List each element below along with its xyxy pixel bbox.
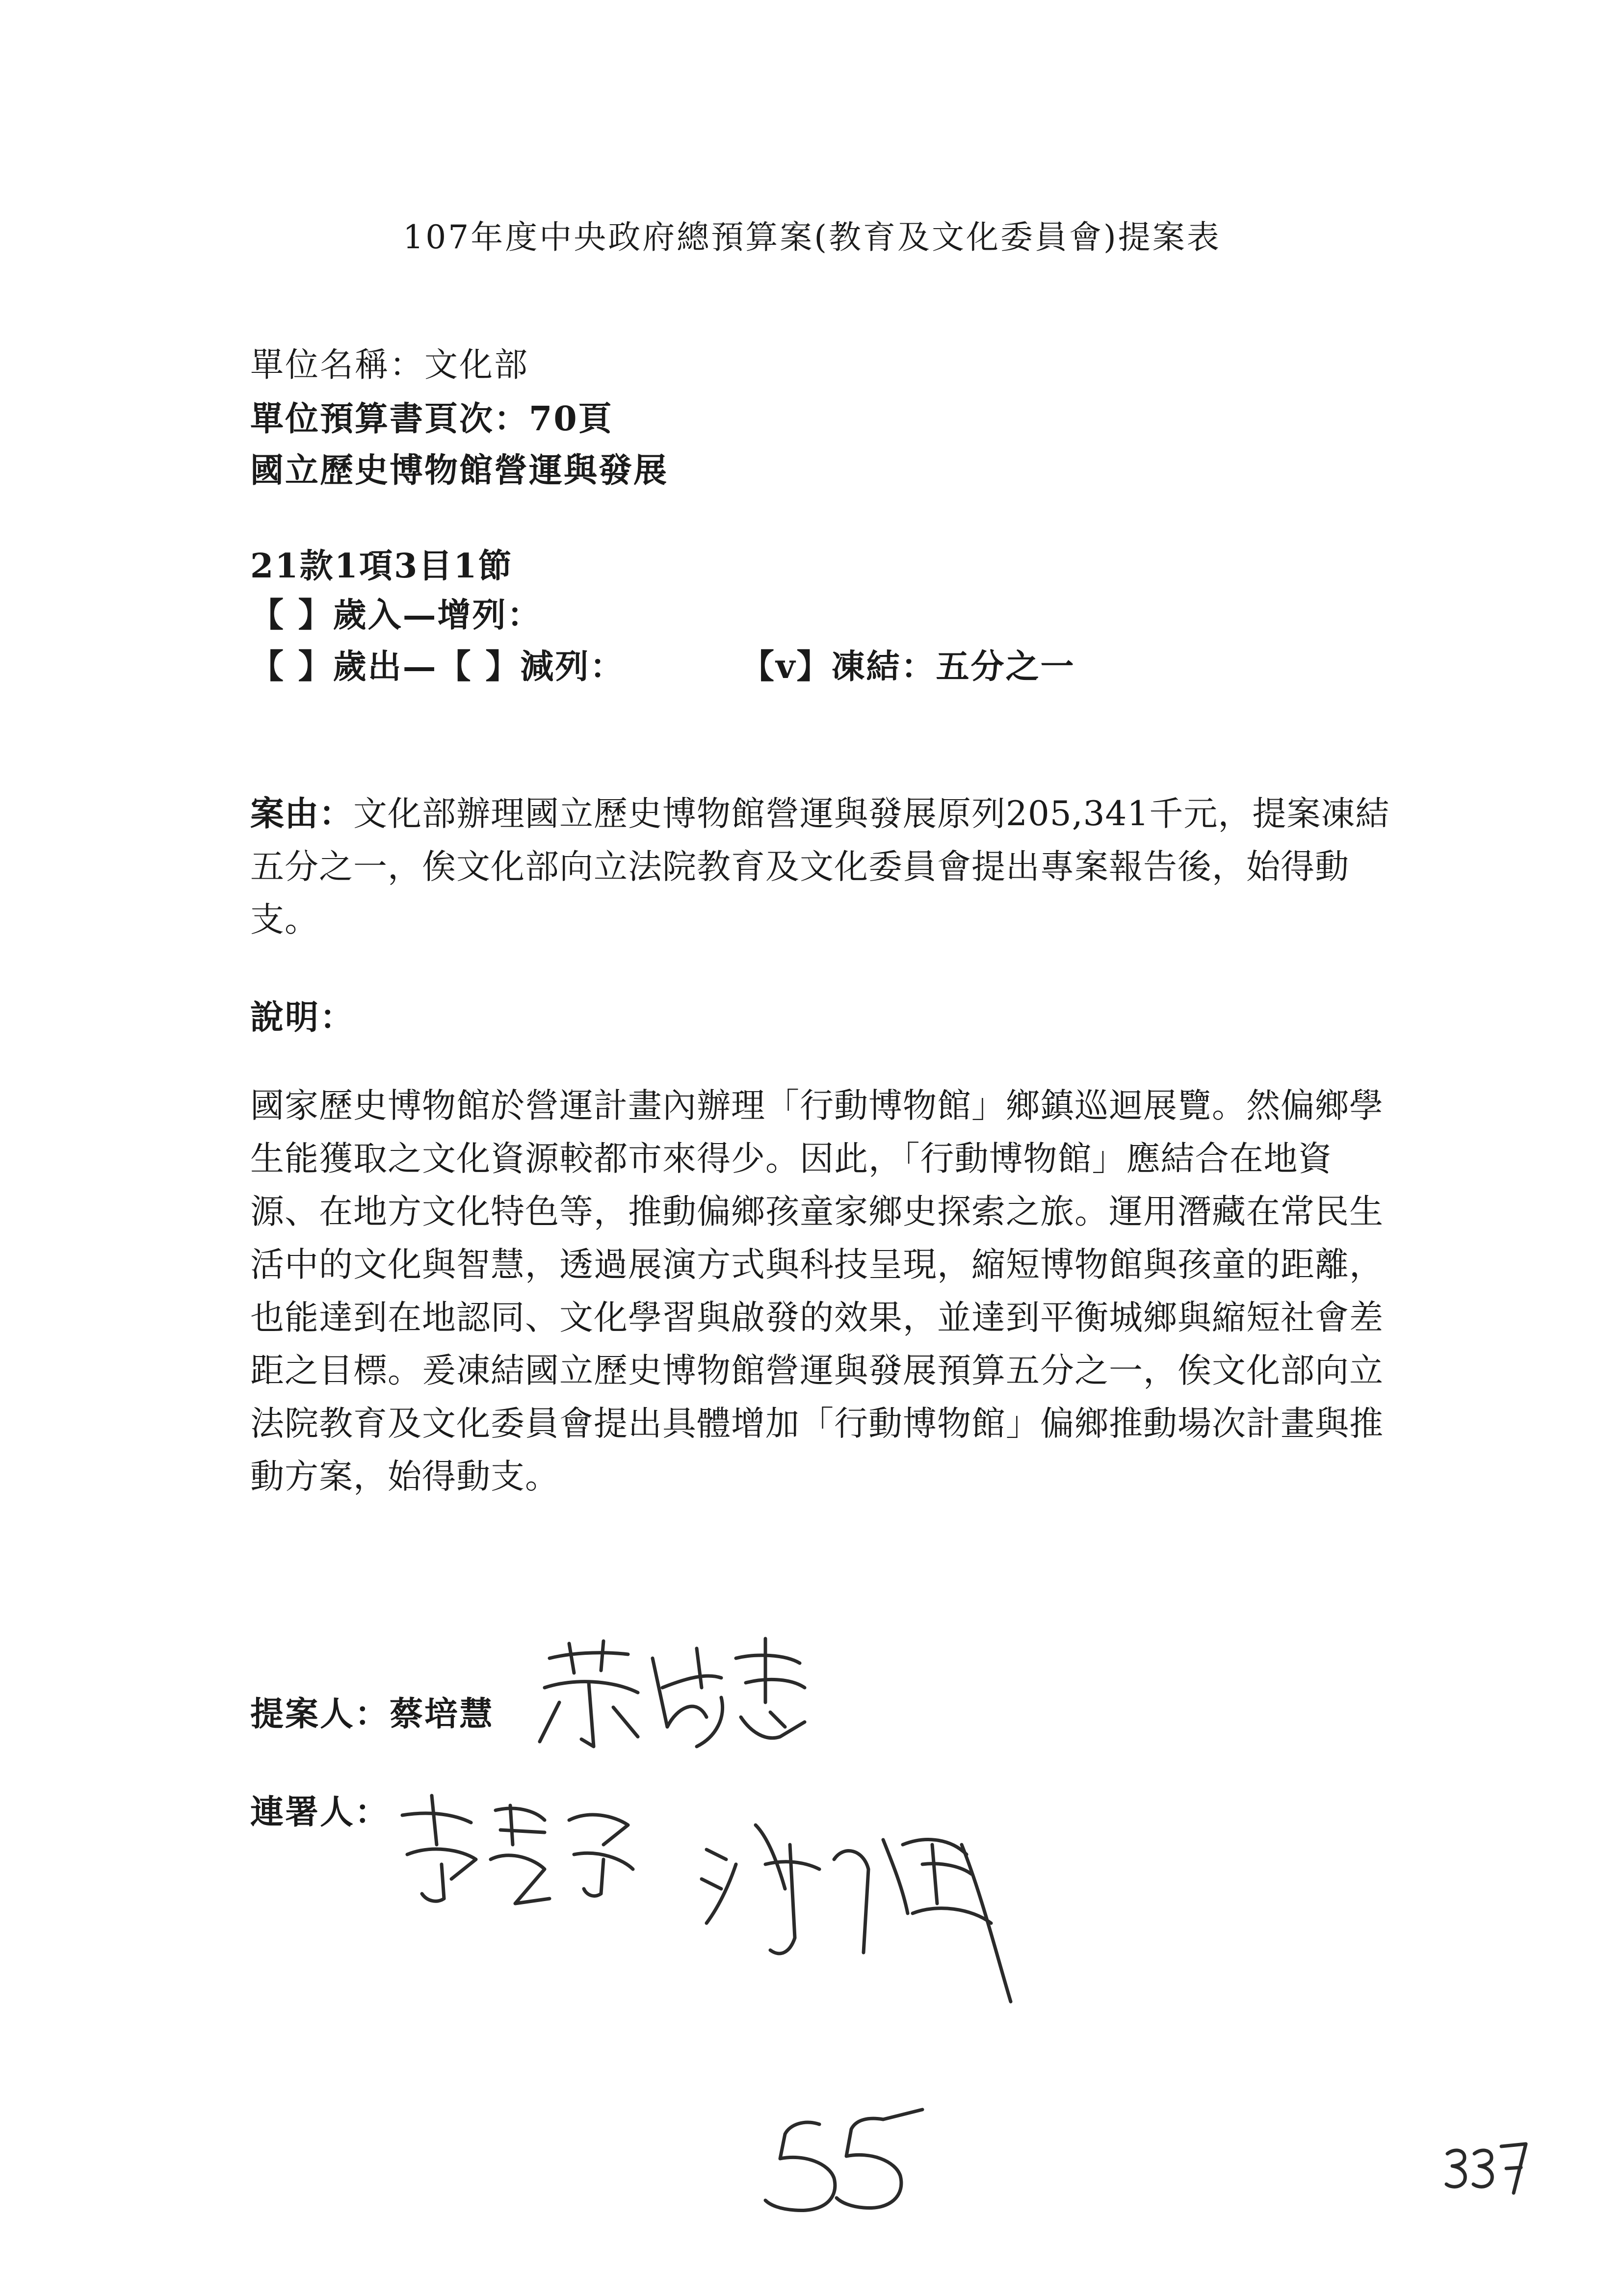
handwritten-page-number [765,2110,922,2211]
expense-line: 【 】歲出—【 】減列： [250,647,625,686]
explanation-label: 說明： [250,998,355,1037]
explanation-text: 國家歷史博物館於營運計畫內辦理「行動博物館」鄉鎮巡迴展覽。然偏鄉學生能獲取之文化資源較都市來得少。因此，「行動博物館」應結合在地資源、在地方文化特色等，推動偏鄉孩童家鄉史探索之旅。運用潛藏在常民生活中的文化與智慧，透過展演方式與科技呈現，縮短博物館與孩童的距離，也能達到在地認同、文化學習與啟發的效果，並達到平衡城鄉與縮短社會差距之目標。爰凍結國立歷史博物館營運與發展預算五分之一，俟文化部向立法院教育及文化委員會提出具體增加「行動博物館」偏鄉推動場次計畫與推動方案，始得動支。 [250,1086,1384,1496]
cosigner-signature-1 [402,1796,633,1904]
program-name: 國立歷史博物館營運與發展 [250,451,669,490]
cosigner-label: 連署人： [250,1793,390,1832]
freeze-line: 【v】凍結：五分之一 [741,647,1075,686]
budget-page: 單位預算書頁次：70頁 [250,399,613,439]
reason-label: 案由： [250,794,353,834]
budget-section: 21款1項3目1節 [250,547,513,586]
revenue-line: 【 】歲入—增列： [250,596,542,635]
reason-text: 文化部辦理國立歷史博物館營運與發展原列205,341千元，提案凍結五分之一，俟文化部向立法院教育及文化委員會提出專案報告後，始得動支。 [250,794,1390,939]
reason-paragraph [250,787,1393,946]
page-title: 107年度中央政府總預算案(教育及文化委員會)提案表 [403,218,1221,256]
proposer-label: 提案人：蔡培慧 [250,1695,495,1734]
proposer-signature [540,1639,805,1747]
cosigner-signature-2 [702,1825,1011,2002]
handwritten-corner-number [1446,2144,1526,2193]
unit-name: 單位名稱：文化部 [250,346,529,385]
